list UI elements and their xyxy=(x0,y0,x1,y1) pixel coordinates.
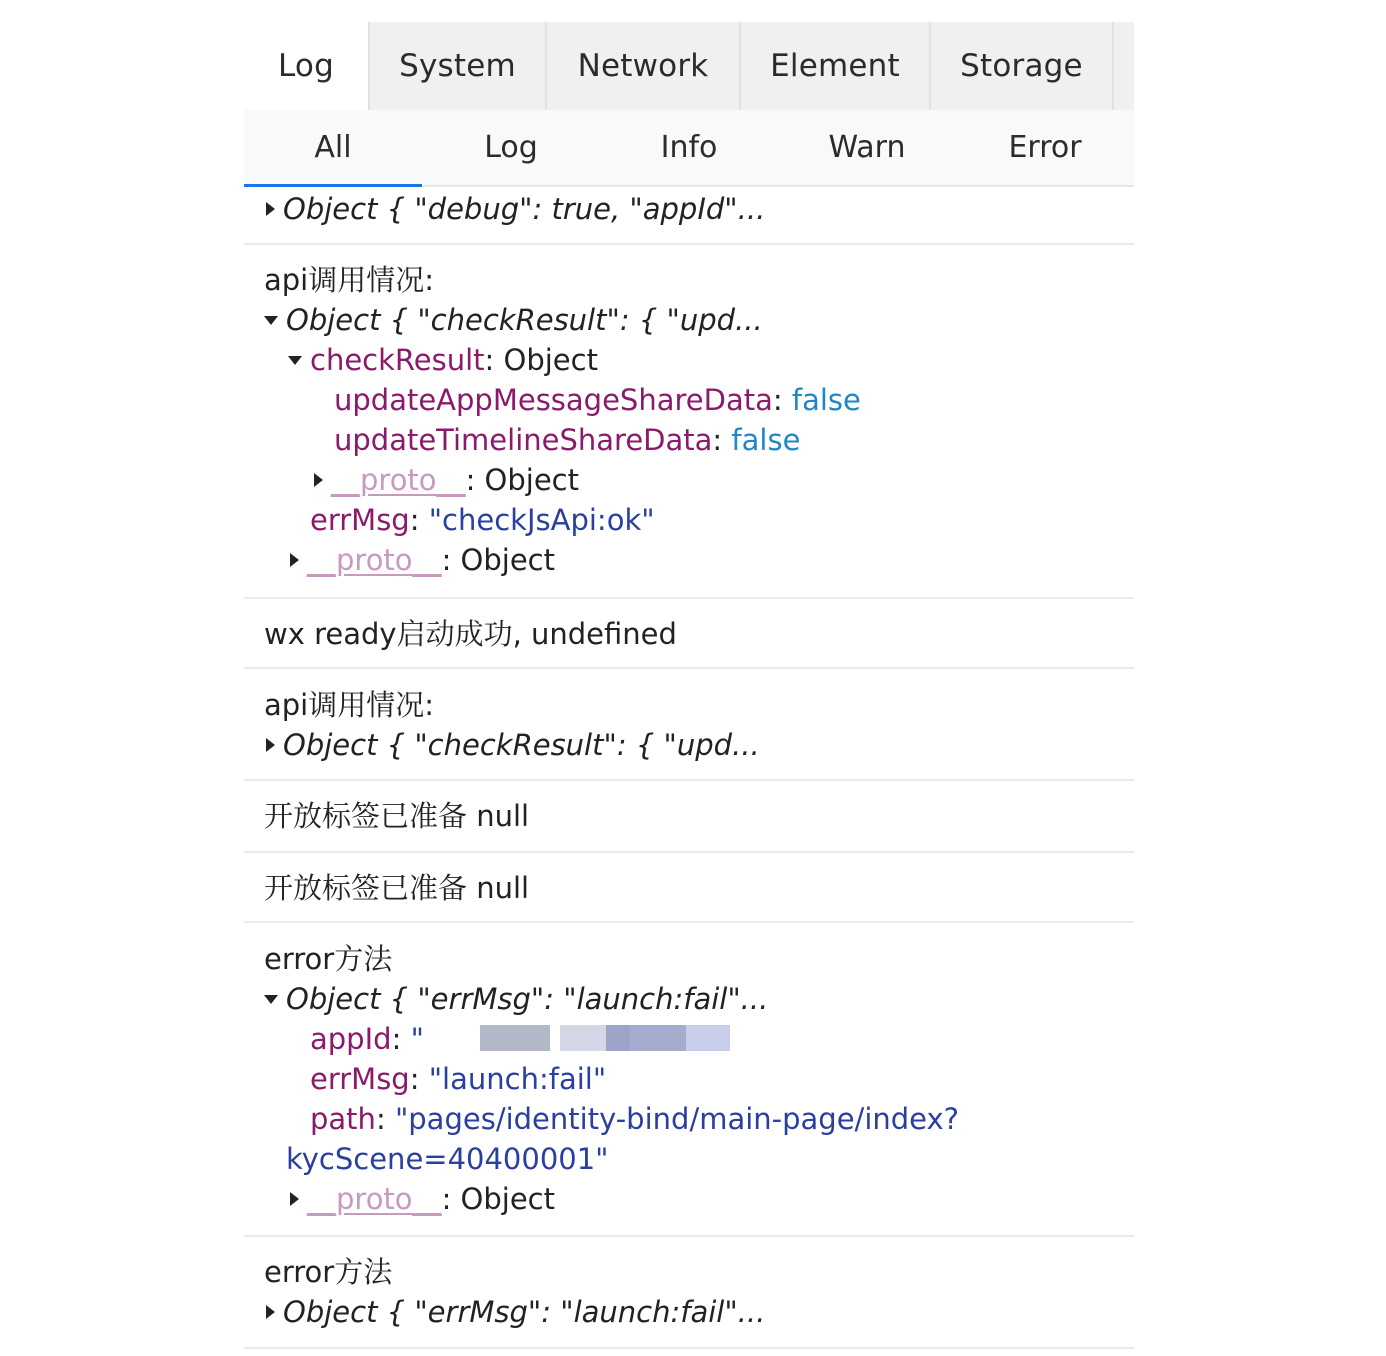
log-label: api调用情况: xyxy=(264,688,435,722)
main-tab-bar xyxy=(244,22,1134,110)
expand-arrow-icon[interactable] xyxy=(290,553,299,567)
log-entry xyxy=(244,247,1134,599)
tree-node-prop: errMsg: "checkJsApi:ok" xyxy=(310,503,655,537)
tree-node-prop: updateTimelineShareData: false xyxy=(334,423,801,457)
prop-key: checkResult xyxy=(310,343,485,377)
expand-arrow-icon[interactable] xyxy=(266,1305,275,1319)
prop-key: appId xyxy=(310,1022,392,1056)
prop-value: kycScene=40400001" xyxy=(286,1142,609,1176)
summary-text: Object { "checkResult": { "upd... xyxy=(286,303,763,337)
prop-key: updateTimelineShareData xyxy=(334,423,713,457)
tree-node-prop: path: "pages/identity-bind/main-page/index? xyxy=(310,1102,960,1136)
prop-key: path xyxy=(310,1102,376,1136)
tab-storage[interactable]: Storage xyxy=(931,22,1114,110)
prop-value: false xyxy=(791,383,861,417)
filter-tab-info[interactable]: Info xyxy=(660,130,718,165)
expand-arrow-icon[interactable] xyxy=(314,473,323,487)
log-label: api调用情况: xyxy=(264,263,435,297)
expand-arrow-icon[interactable] xyxy=(266,738,275,752)
tab-network[interactable]: Network xyxy=(547,22,741,110)
tree-node-proto[interactable] xyxy=(290,1179,555,1219)
log-text: 开放标签已准备 null xyxy=(264,799,530,833)
tree-node-prop: errMsg: "launch:fail" xyxy=(310,1062,607,1096)
summary-text: Object { "checkResult": { "upd... xyxy=(283,728,760,762)
tree-node-prop: appId: " xyxy=(310,1019,740,1059)
tab-overflow[interactable] xyxy=(1114,22,1134,110)
prop-value: : Object xyxy=(484,343,598,377)
tree-node-proto[interactable] xyxy=(290,540,555,580)
collapse-arrow-icon[interactable] xyxy=(264,995,278,1004)
object-summary[interactable] xyxy=(266,189,765,229)
prop-value: "checkJsApi:ok" xyxy=(428,503,655,537)
prop-value: "pages/identity-bind/main-page/index? xyxy=(394,1102,960,1136)
summary-text: Object { "debug": true, "appId"... xyxy=(283,192,766,226)
prop-value: "launch:fail" xyxy=(428,1062,607,1096)
filter-tab-all[interactable]: All xyxy=(244,110,422,185)
object-summary[interactable] xyxy=(264,979,768,1019)
prop-key: errMsg xyxy=(310,1062,410,1096)
tab-element[interactable]: Element xyxy=(741,22,931,110)
prop-key: __proto__ xyxy=(307,1182,442,1216)
filter-tab-warn[interactable]: Warn xyxy=(828,130,906,165)
expand-arrow-icon[interactable] xyxy=(266,202,275,216)
tree-node-proto[interactable] xyxy=(314,460,579,500)
prop-key: errMsg xyxy=(310,503,410,537)
summary-text: Object { "errMsg": "launch:fail"... xyxy=(283,1295,766,1329)
collapse-arrow-icon[interactable] xyxy=(288,356,302,365)
log-text: wx ready启动成功, undefined xyxy=(264,617,677,651)
filter-tab-error[interactable]: Error xyxy=(1008,130,1082,165)
log-entry xyxy=(244,187,1134,245)
vconsole-panel xyxy=(244,22,1134,1356)
object-summary[interactable] xyxy=(266,725,760,765)
log-entry xyxy=(244,601,1134,669)
expand-arrow-icon[interactable] xyxy=(290,1192,299,1206)
log-entry xyxy=(244,1239,1134,1349)
redacted-block xyxy=(480,1025,550,1051)
tree-node-prop: updateAppMessageShareData: false xyxy=(334,383,861,417)
log-entry xyxy=(244,855,1134,923)
filter-tab-log[interactable]: Log xyxy=(484,130,538,165)
prop-value: false xyxy=(731,423,801,457)
collapse-arrow-icon[interactable] xyxy=(264,316,278,325)
log-text: 开放标签已准备 null xyxy=(264,871,530,905)
log-entry xyxy=(244,783,1134,853)
prop-value: " xyxy=(410,1022,424,1056)
prop-key: __proto__ xyxy=(307,543,442,577)
log-label: error方法 xyxy=(264,1255,393,1289)
tree-node-prop-continuation xyxy=(286,1139,609,1179)
prop-key: updateAppMessageShareData xyxy=(334,383,773,417)
prop-key: __proto__ xyxy=(331,463,466,497)
redacted-block xyxy=(606,1025,686,1051)
tab-system[interactable]: System xyxy=(370,22,547,110)
redacted-block xyxy=(686,1025,730,1051)
log-entry xyxy=(244,671,1134,781)
log-entry xyxy=(244,925,1134,1237)
prop-value: : Object xyxy=(441,543,555,577)
prop-value: : Object xyxy=(465,463,579,497)
filter-tab-bar xyxy=(244,110,1134,187)
tree-node-checkresult[interactable] xyxy=(288,340,598,380)
object-summary[interactable] xyxy=(266,1292,765,1332)
log-label: error方法 xyxy=(264,942,393,976)
summary-text: Object { "errMsg": "launch:fail"... xyxy=(286,982,769,1016)
tab-log[interactable]: Log xyxy=(244,22,370,110)
prop-value: : Object xyxy=(441,1182,555,1216)
object-summary[interactable] xyxy=(264,300,763,340)
